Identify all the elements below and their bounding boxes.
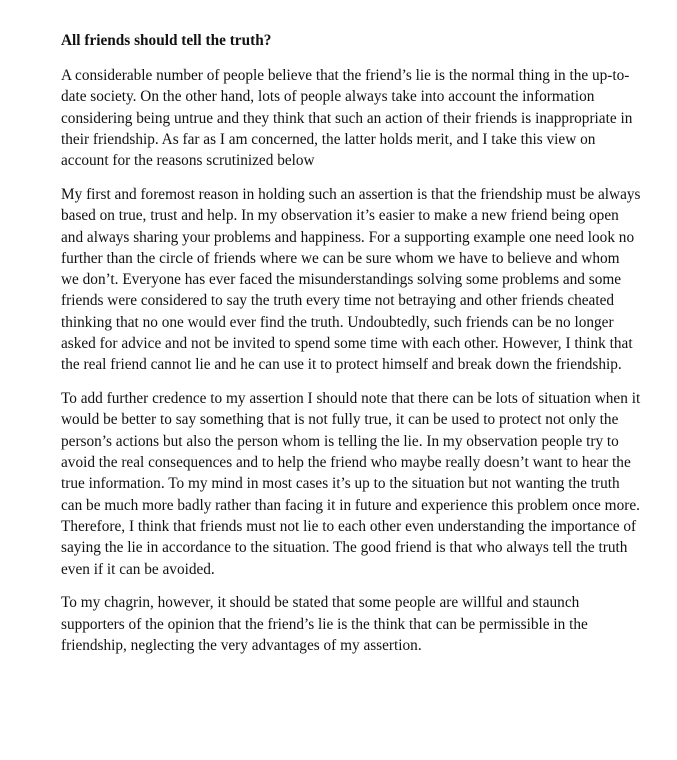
essay-title: All friends should tell the truth? bbox=[61, 32, 272, 49]
essay-document bbox=[61, 30, 641, 669]
paragraph-first-reason: My first and foremost reason in holding such an assertion is that the friendship must be always based on true, trust and help. In my observation it’s easier to make a new friend being open and always sharing your problems and happiness. For a supporting example one need look no further than the circle of friends where we can be sure whom we have to believe and whom we don’t. Everyone has ever faced the misunderstandings solving some problems and some friends were considered to say the truth every time not betraying and other friends cheated thinking that no one would ever find the truth. Undoubtedly, such friends can be no longer asked for advice and not be invited to spend some time with each other. However, I think that the real friend cannot lie and he can use it to protect himself and break down the friendship. bbox=[61, 185, 641, 374]
paragraph-introduction: A considerable number of people believe that the friend’s lie is the normal thing in the up-to-date society. On the other hand, lots of people always take into account the information considering being untrue and they think that such an action of their friends is inappropriate in their friendship. As far as I am concerned, the latter holds merit, and I take this view on account for the reasons scrutinized below bbox=[61, 67, 633, 170]
paragraph-second-reason: To add further credence to my assertion I should note that there can be lots of situation when it would be better to say something that is not fully true, it can be used to protect not only the person’s actions but also the person whom is telling the lie. In my observation people try to avoid the real consequences and to help the friend who maybe really doesn’t want to hear the true information. To my mind in most cases it’s up to the situation but not wanting the truth can be much more badly rather than facing it in future and experience this problem once more. Therefore, I think that friends must not lie to each other even understanding the importance of saying the lie in accordance to the situation. The good friend is that who always tell the truth even if it can be avoided. bbox=[61, 390, 641, 578]
paragraph-counterargument: To my chagrin, however, it should be stated that some people are willful and staunch supporters of the opinion that the friend’s lie is the think that can be permissible in the friendship, neglecting the very advantages of my assertion. bbox=[61, 594, 588, 654]
